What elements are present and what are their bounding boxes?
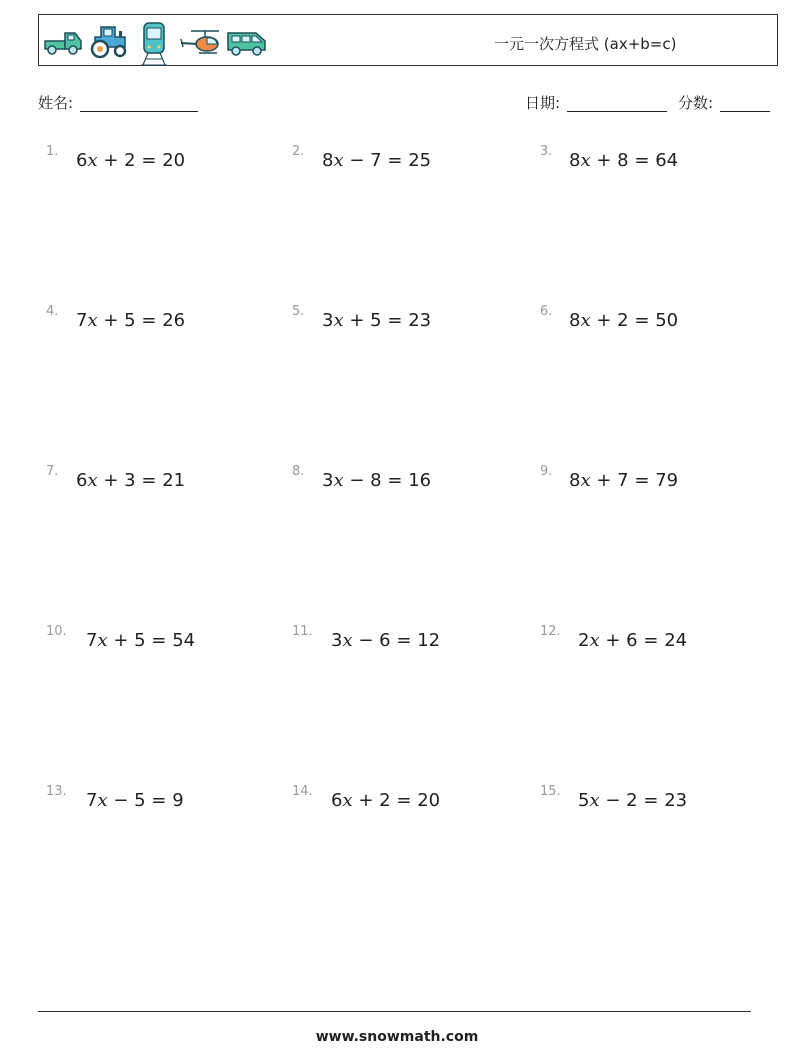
operator: + [103,310,119,331]
equation [331,630,440,651]
score-label: 分数: [678,94,714,112]
truck-icon [43,19,83,63]
equals-sign: = [151,790,167,811]
constant-b: 2 [626,790,638,811]
equation [569,470,678,491]
problem-number: 2. [292,144,305,159]
equation [331,790,440,811]
equation [76,310,185,331]
variable: x [97,790,108,811]
equals-sign: = [151,630,167,651]
variable: x [333,470,344,491]
variable: x [333,310,344,331]
footer-divider [38,1011,751,1012]
equals-sign: = [396,790,412,811]
constant-b: 7 [370,150,382,171]
equals-sign: = [141,310,157,331]
coefficient-a: 6 [76,470,88,491]
constant-b: 6 [626,630,638,651]
coefficient-a: 3 [322,470,334,491]
constant-c: 79 [655,470,679,491]
variable: x [97,630,108,651]
constant-c: 20 [417,790,441,811]
equals-sign: = [387,470,403,491]
constant-c: 21 [162,470,186,491]
van-icon [225,19,269,63]
tram-icon [139,19,169,67]
operator: − [605,790,621,811]
operator: − [349,150,365,171]
coefficient-a: 8 [322,150,334,171]
equation [322,470,431,491]
equals-sign: = [396,630,412,651]
constant-c: 24 [664,630,688,651]
operator: + [349,310,365,331]
equation [322,150,431,171]
equals-sign: = [387,150,403,171]
constant-c: 20 [162,150,186,171]
worksheet-header [38,14,778,66]
constant-b: 3 [124,470,136,491]
helicopter-icon [179,19,223,63]
equation [76,470,185,491]
constant-b: 2 [124,150,136,171]
equation [578,630,687,651]
variable: x [589,630,600,651]
tractor-icon [87,19,129,63]
problem-number: 4. [46,304,59,319]
operator: + [113,630,129,651]
operator: − [113,790,129,811]
coefficient-a: 8 [569,150,581,171]
operator: + [605,630,621,651]
score-field[interactable] [720,111,770,112]
operator: + [596,470,612,491]
equals-sign: = [634,150,650,171]
constant-c: 26 [162,310,186,331]
variable: x [580,470,591,491]
coefficient-a: 7 [76,310,88,331]
equation [76,150,185,171]
coefficient-a: 8 [569,310,581,331]
constant-b: 8 [370,470,382,491]
variable: x [342,630,353,651]
problem-number: 14. [292,784,313,799]
constant-c: 54 [172,630,196,651]
coefficient-a: 5 [578,790,590,811]
constant-c: 16 [408,470,432,491]
operator: + [596,310,612,331]
problem-number: 15. [540,784,561,799]
constant-b: 5 [370,310,382,331]
equation [86,790,184,811]
problem-number: 1. [46,144,59,159]
constant-c: 25 [408,150,432,171]
problem-number: 7. [46,464,59,479]
problem-number: 3. [540,144,553,159]
coefficient-a: 8 [569,470,581,491]
constant-c: 12 [417,630,441,651]
equation [86,630,195,651]
problem-number: 11. [292,624,313,639]
operator: + [103,470,119,491]
constant-c: 50 [655,310,679,331]
name-label: 姓名: [38,94,74,112]
constant-b: 5 [134,790,146,811]
name-field[interactable] [80,111,198,112]
variable: x [333,150,344,171]
coefficient-a: 2 [578,630,590,651]
equation [322,310,431,331]
equals-sign: = [643,790,659,811]
problem-number: 10. [46,624,67,639]
constant-c: 64 [655,150,679,171]
problem-number: 12. [540,624,561,639]
coefficient-a: 3 [322,310,334,331]
coefficient-a: 6 [331,790,343,811]
equals-sign: = [634,310,650,331]
problem-number: 9. [540,464,553,479]
variable: x [87,310,98,331]
constant-c: 9 [172,790,184,811]
equals-sign: = [141,150,157,171]
date-label: 日期: [525,94,561,112]
equation [569,310,678,331]
variable: x [87,470,98,491]
equals-sign: = [634,470,650,491]
operator: + [358,790,374,811]
constant-c: 23 [408,310,432,331]
date-field[interactable] [567,111,667,112]
coefficient-a: 6 [76,150,88,171]
constant-b: 7 [617,470,629,491]
coefficient-a: 7 [86,630,98,651]
constant-b: 2 [379,790,391,811]
variable: x [589,790,600,811]
equation [569,150,678,171]
variable: x [87,150,98,171]
equals-sign: = [387,310,403,331]
constant-b: 2 [617,310,629,331]
constant-c: 23 [664,790,688,811]
operator: + [596,150,612,171]
operator: − [358,630,374,651]
coefficient-a: 3 [331,630,343,651]
equals-sign: = [141,470,157,491]
operator: + [103,150,119,171]
constant-b: 5 [134,630,146,651]
constant-b: 8 [617,150,629,171]
variable: x [342,790,353,811]
variable: x [580,150,591,171]
constant-b: 5 [124,310,136,331]
problem-number: 13. [46,784,67,799]
equals-sign: = [643,630,659,651]
constant-b: 6 [379,630,391,651]
problem-number: 5. [292,304,305,319]
operator: − [349,470,365,491]
footer-url: www.snowmath.com [315,1029,479,1045]
equation [578,790,687,811]
problem-number: 6. [540,304,553,319]
coefficient-a: 7 [86,790,98,811]
problem-number: 8. [292,464,305,479]
variable: x [580,310,591,331]
worksheet-title: 一元一次方程式 (ax+b=c) [494,35,677,53]
